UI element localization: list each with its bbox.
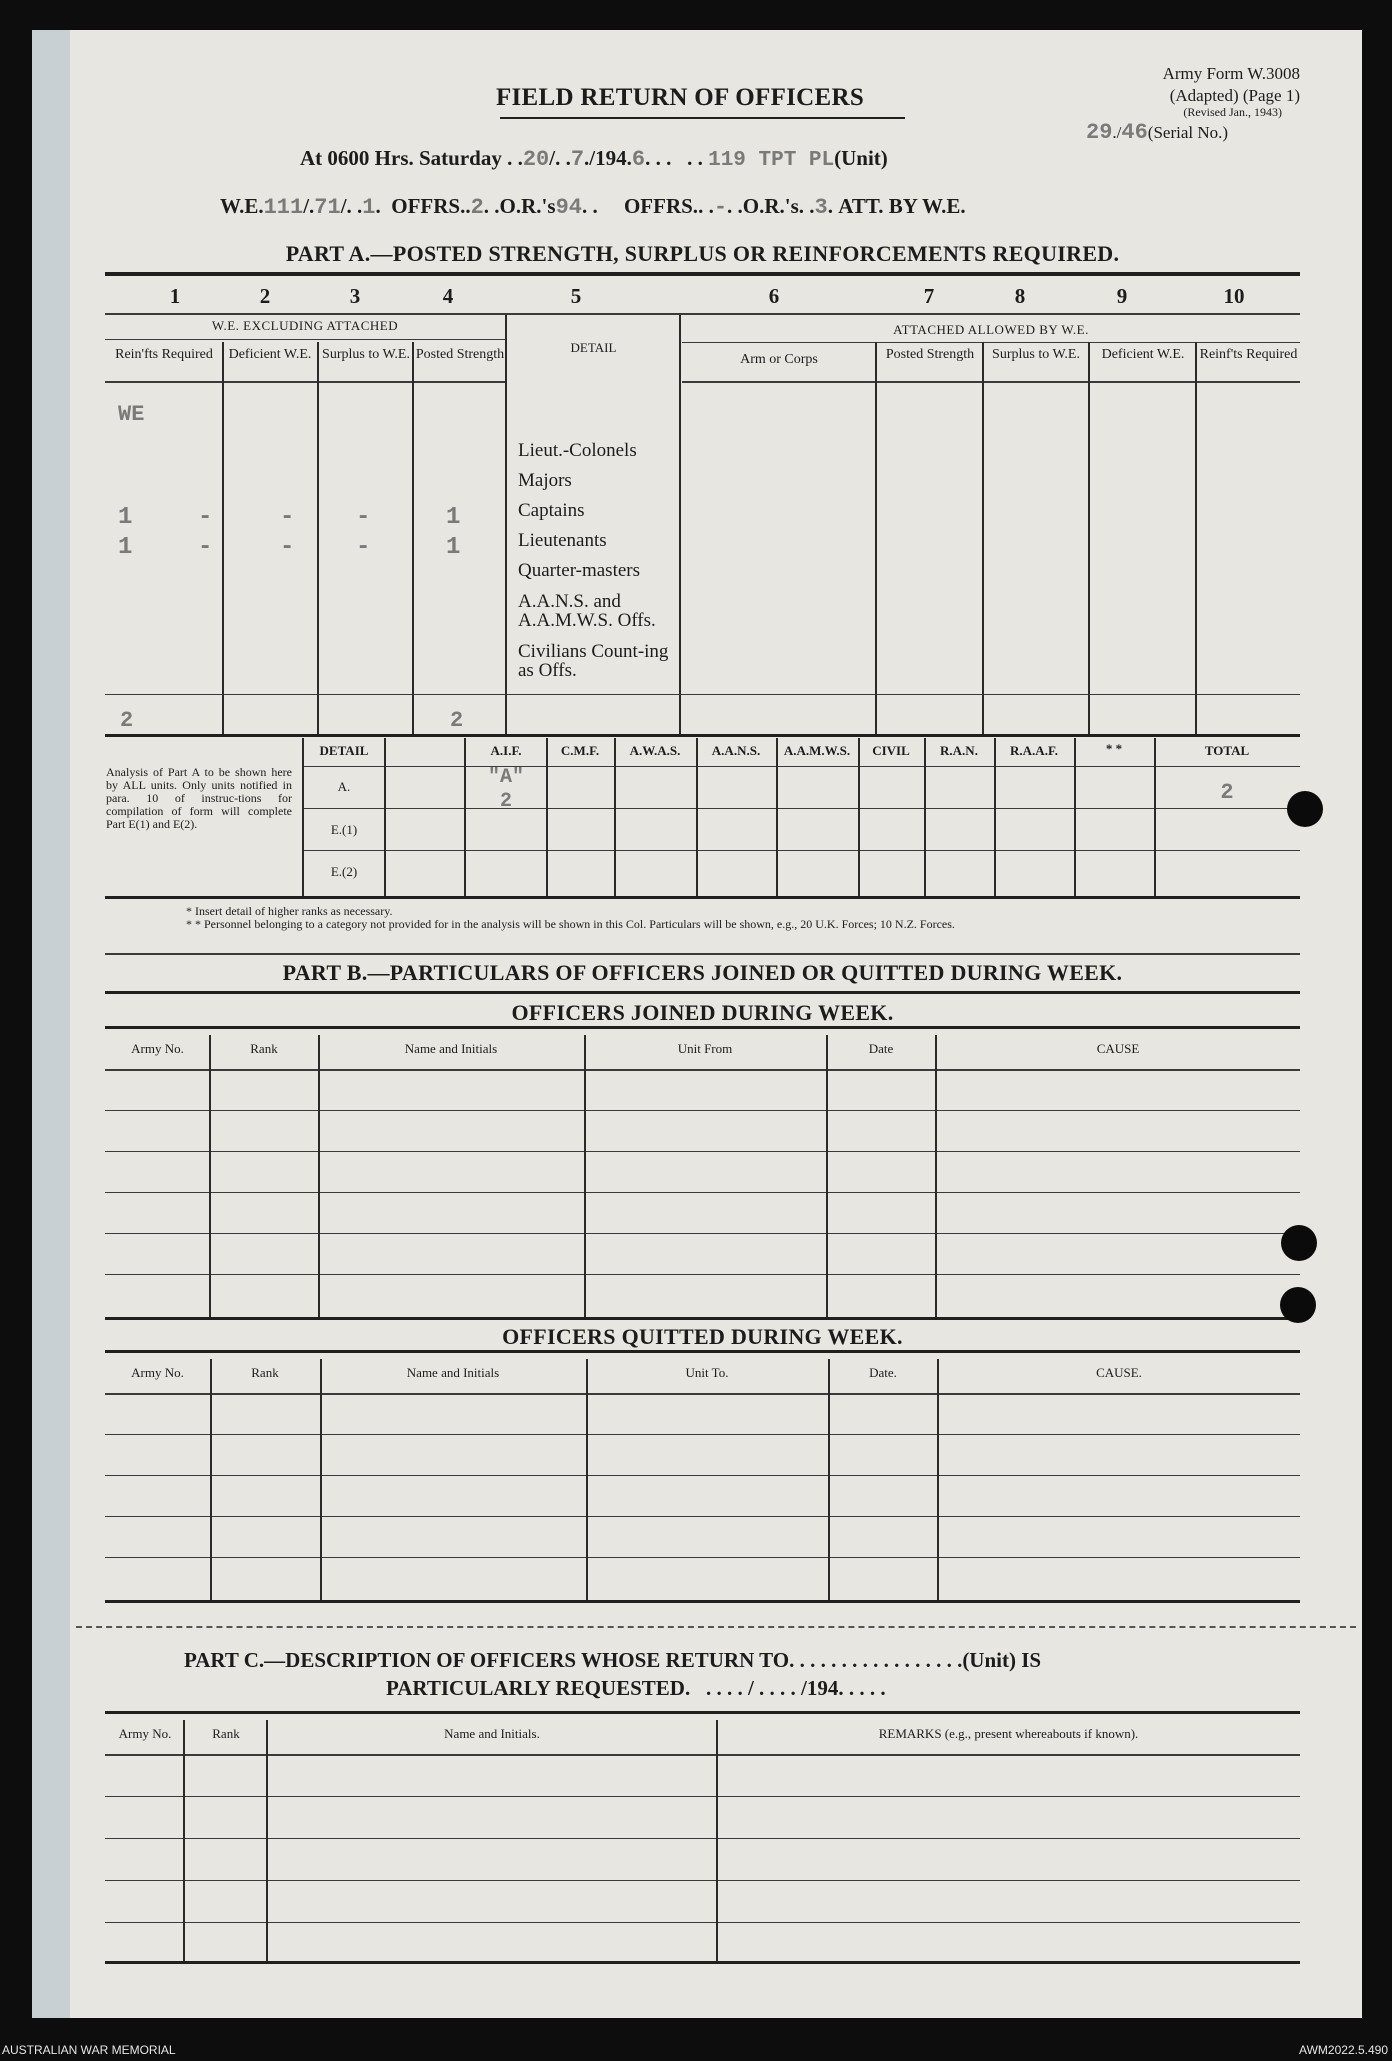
joined-row-rule — [105, 1151, 1300, 1152]
an-aif-value: 2 — [499, 790, 512, 813]
hdr-surplus-att: Surplus to W.E. — [992, 347, 1080, 362]
detail-lieut-colonels: Lieut.-Colonels — [518, 440, 637, 461]
form-adapted: (Adapted) (Page 1) — [1169, 86, 1300, 105]
an-hdr-aif: A.I.F. — [490, 743, 522, 758]
captains-posted: 1 — [446, 504, 461, 531]
partc-header-rule — [105, 1754, 1300, 1756]
lieutenants-dash-1: - — [198, 534, 213, 561]
part-a-title: PART A.—POSTED STRENGTH, SURPLUS OR REINFORCEMENTS REQUIRED. — [285, 241, 1120, 266]
quitted-bottom-rule — [105, 1600, 1300, 1603]
hdr-posted-strength-att: Posted Strength — [885, 347, 975, 362]
an-hdr-aans: A.A.N.S. — [711, 743, 761, 758]
hdr-surplus-to-we: Surplus to W.E. — [322, 347, 410, 362]
footnote-rule — [105, 953, 1300, 955]
joined-row-rule — [105, 1110, 1300, 1111]
detail-civilians: Civilians Count-ing as Offs. — [518, 641, 669, 681]
detail-list — [518, 436, 678, 680]
hdr-deficient-we: Deficient W.E. — [228, 347, 312, 362]
serial-sep: ./ — [1112, 123, 1122, 142]
detail-aans-aamws: A.A.N.S. and A.A.M.W.S. Offs. — [518, 591, 656, 631]
pa-vline-4 — [505, 315, 507, 734]
col-num-8: 8 — [1014, 284, 1026, 308]
quitted-col-line — [320, 1359, 322, 1600]
an-hdr-aamws: A.A.M.W.S. — [783, 743, 851, 758]
joined-hdr-unit-from: Unit From — [677, 1041, 733, 1056]
col-num-2: 2 — [259, 284, 271, 308]
col-num-1: 1 — [169, 284, 181, 308]
an-vline-1 — [384, 738, 386, 896]
quitted-header-rule — [105, 1393, 1300, 1395]
serial-label: (Serial No.) — [1147, 123, 1229, 142]
unit-label: (Unit) — [834, 146, 888, 170]
an-vline-4 — [614, 738, 616, 896]
captains-dash-3: - — [356, 504, 371, 531]
hdr-reinfts-att: Reinf'ts Required — [1199, 347, 1298, 362]
hdr-detail: DETAIL — [570, 340, 617, 355]
offrs-label: OFFRS. — [391, 194, 466, 218]
partc-row-rule — [105, 1922, 1300, 1923]
offrs2-value: - — [713, 195, 728, 220]
joined-hdr-name: Name and Initials — [404, 1041, 498, 1056]
group-header-right: ATTACHED ALLOWED BY W.E. — [893, 322, 1089, 337]
part-c-title-b: (Unit) IS — [962, 1648, 1042, 1672]
an-hdr-raaf: R.A.A.F. — [1010, 743, 1058, 758]
part-c-top-rule — [105, 1711, 1300, 1714]
an-vline-3 — [546, 738, 548, 896]
joined-hdr-army-no: Army No. — [131, 1041, 184, 1056]
partc-row-rule — [105, 1838, 1300, 1839]
col-num-rule — [105, 313, 1300, 315]
lieutenants-dash-3: - — [356, 534, 371, 561]
an-vline-11 — [1154, 738, 1156, 896]
an-vline-5 — [696, 738, 698, 896]
punch-hole-3 — [1280, 1287, 1316, 1323]
col-num-7: 7 — [923, 284, 935, 308]
paper-left-edge — [32, 30, 70, 2018]
footnote-2: * * Personnel belonging to a category not provided for in the analysis will be shown in this Col. Particulars will be shown, e.g., 20 U.K. Forces; 10 N.Z. Forces. — [186, 917, 955, 931]
an-total-value: 2 — [1220, 780, 1234, 805]
ors-label: O.R.'s — [499, 194, 556, 218]
quitted-row-rule — [105, 1516, 1300, 1517]
hdr-posted-strength: Posted Strength — [415, 347, 505, 362]
joined-col-line — [318, 1035, 320, 1317]
quitted-row-rule — [105, 1475, 1300, 1476]
att-label: ATT. BY W.E. — [838, 194, 966, 218]
part-c-hdr-name: Name and Initials. — [444, 1726, 540, 1741]
an-vline-10 — [1074, 738, 1076, 896]
partc-row-rule — [105, 1880, 1300, 1881]
an-vline-9 — [994, 738, 996, 896]
part-b-title-rule — [105, 991, 1300, 994]
joined-col-line — [935, 1035, 937, 1317]
date-prefix: At 0600 Hrs. Saturday — [300, 146, 502, 170]
date-sep1: /. . — [549, 146, 571, 170]
form-revised: (Revised Jan., 1943) — [1183, 105, 1282, 119]
date-dots: . . — [507, 146, 523, 170]
quitted-hdr-army-no: Army No. — [131, 1365, 184, 1380]
hdr-deficient-att: Deficient W.E. — [1101, 347, 1185, 362]
pa-vline-2 — [317, 342, 319, 734]
part-c-title-a: PART C.—DESCRIPTION OF OFFICERS WHOSE RETURN TO — [184, 1648, 790, 1672]
an-hdr-cmf: C.M.F. — [560, 743, 600, 758]
quitted-hdr-cause: CAUSE. — [1096, 1365, 1142, 1380]
caption-left: AUSTRALIAN WAR MEMORIAL — [2, 2043, 176, 2057]
joined-col-line — [826, 1035, 828, 1317]
ors-value: 94 — [555, 195, 582, 220]
quitted-col-line — [828, 1359, 830, 1600]
punch-hole-1 — [1287, 791, 1323, 827]
an-aif-stamp: "A" — [487, 766, 524, 789]
part-a-top-rule — [105, 272, 1300, 276]
part-b-title: PART B.—PARTICULARS OF OFFICERS JOINED OR QUITTED DURING WEEK. — [282, 960, 1123, 985]
unit-name: 119 TPT PL — [708, 149, 835, 172]
detail-majors: Majors — [518, 470, 572, 491]
partc-col-line — [266, 1720, 268, 1961]
total-posted: 2 — [450, 708, 464, 733]
col-num-5: 5 — [570, 284, 582, 308]
pa-vline-1 — [222, 342, 224, 734]
offrs-value: 2 — [470, 195, 484, 220]
hdr-reinfts-required: Rein'fts Required — [115, 347, 213, 362]
date-year: 6 — [631, 147, 646, 172]
ors2-label: O.R.'s — [742, 194, 799, 218]
joined-row-rule — [105, 1233, 1300, 1234]
quitted-title-rule — [105, 1350, 1300, 1353]
an-row-e2: E.(2) — [330, 864, 358, 879]
we-a: 111 — [263, 195, 304, 220]
subheader-rule-left — [105, 381, 505, 383]
an-hdr-total: TOTAL — [1204, 743, 1250, 758]
title-underline — [500, 117, 905, 119]
pa-vline-9 — [1195, 342, 1197, 734]
an-vline-6 — [776, 738, 778, 896]
joined-title: OFFICERS JOINED DURING WEEK. — [511, 1000, 894, 1025]
quitted-hdr-unit-to: Unit To. — [685, 1365, 729, 1380]
joined-hdr-date: Date — [868, 1041, 894, 1056]
form-number: Army Form W.3008 — [1162, 64, 1300, 83]
we-c: 1 — [362, 195, 376, 220]
quitted-row-rule — [105, 1557, 1300, 1558]
an-row-a: A. — [337, 779, 351, 794]
partc-row-rule — [105, 1796, 1300, 1797]
an-row-e1: E.(1) — [330, 822, 358, 837]
pa-vline-7 — [982, 342, 984, 734]
top-stamp: WE — [118, 402, 145, 427]
an-hdr-detail: DETAIL — [319, 743, 369, 758]
captains-dash-1: - — [198, 504, 213, 531]
joined-col-line — [584, 1035, 586, 1317]
joined-hdr-rank: Rank — [250, 1041, 278, 1056]
we-b: 71 — [314, 195, 341, 220]
col-num-3: 3 — [349, 284, 361, 308]
pa-vline-6 — [875, 342, 877, 734]
an-row-rule-2 — [304, 850, 1300, 851]
quitted-title: OFFICERS QUITTED DURING WEEK. — [502, 1324, 903, 1349]
col-num-4: 4 — [442, 284, 454, 308]
tear-line — [76, 1626, 1356, 1628]
an-hdr-other: * * — [1105, 741, 1123, 756]
quitted-col-line — [937, 1359, 939, 1600]
analysis-note: Analysis of Part A to be shown here by ALL units. Only units notified in para. 10 of instruc-tions for compilation of form will complete Part E(1) and E(2). — [106, 765, 292, 831]
joined-col-line — [209, 1035, 211, 1317]
an-hdr-ran: R.A.N. — [940, 743, 978, 758]
form-title: FIELD RETURN OF OFFICERS — [495, 84, 865, 111]
serial-number — [1086, 120, 1228, 145]
joined-row-rule — [105, 1274, 1300, 1275]
an-vline-7 — [858, 738, 860, 896]
part-a-bottom-rule — [105, 734, 1300, 737]
date-sep2: ./194. — [584, 146, 632, 170]
col-num-6: 6 — [768, 284, 780, 308]
captains-dash-2: - — [280, 504, 295, 531]
an-hdr-awas: A.W.A.S. — [629, 743, 681, 758]
part-c-hdr-rank: Rank — [212, 1726, 240, 1741]
totals-rule — [105, 694, 1300, 695]
date-trailing: . . . — [645, 146, 672, 170]
joined-hdr-cause: CAUSE — [1096, 1041, 1140, 1056]
subheader-rule-right — [682, 381, 1300, 383]
punch-hole-2 — [1281, 1225, 1317, 1261]
lieutenants-posted: 1 — [446, 534, 461, 561]
pa-vline-8 — [1088, 342, 1090, 734]
serial-prefix: 29 — [1086, 120, 1113, 145]
part-c-title-line1 — [184, 1648, 1284, 1673]
part-c-title-dots: . . . . . . . . . . . . . . . . . — [789, 1648, 963, 1672]
quitted-row-rule — [105, 1434, 1300, 1435]
col-num-9: 9 — [1116, 284, 1128, 308]
date-day: 20 — [522, 147, 550, 172]
captains-reinfts: 1 — [118, 504, 133, 531]
partc-col-line — [716, 1720, 718, 1961]
joined-bottom-rule — [105, 1317, 1300, 1320]
date-month: 7 — [570, 147, 585, 172]
lieutenants-dash-2: - — [280, 534, 295, 561]
analysis-bottom-rule — [105, 896, 1300, 899]
detail-lieutenants: Lieutenants — [518, 530, 607, 551]
we-line: W.E.111/.71/. .1. OFFRS..2. .O.R.'s94. . OFFRS.. .-. .O.R.'s. .3. ATT. BY W.E. — [220, 194, 966, 220]
total-reinfts: 2 — [120, 708, 134, 733]
an-hdr-civil: CIVIL — [872, 743, 910, 758]
lieutenants-reinfts: 1 — [118, 534, 133, 561]
joined-title-rule — [105, 1026, 1300, 1029]
ors2-value: 3 — [814, 195, 828, 220]
group-header-left: W.E. EXCLUDING ATTACHED — [211, 318, 399, 333]
part-c-hdr-remarks: REMARKS (e.g., present whereabouts if known). — [878, 1726, 1139, 1741]
hdr-arm-or-corps: Arm or Corps — [740, 352, 818, 367]
an-vline-0 — [302, 738, 304, 896]
quitted-hdr-name: Name and Initials — [406, 1365, 500, 1380]
quitted-hdr-rank: Rank — [251, 1365, 279, 1380]
joined-header-rule — [105, 1069, 1300, 1071]
quitted-hdr-date: Date. — [869, 1365, 897, 1380]
we-label: W.E. — [220, 194, 264, 218]
part-c-hdr-army-no: Army No. — [118, 1726, 172, 1741]
part-c-title-line2: PARTICULARLY REQUESTED. . . . . / . . . . /194. . . . . — [386, 1676, 886, 1700]
quitted-col-line — [586, 1359, 588, 1600]
footnote-1: * Insert detail of higher ranks as necessary. — [186, 904, 393, 918]
detail-captains: Captains — [518, 500, 585, 521]
an-row-rule-1 — [304, 808, 1300, 809]
an-vline-2 — [464, 738, 466, 896]
col-num-10: 10 — [1223, 284, 1245, 308]
quitted-col-line — [210, 1359, 212, 1600]
pa-vline-5 — [679, 315, 681, 734]
group-left-rule — [105, 339, 505, 340]
offrs2-label: OFFRS. — [623, 194, 699, 218]
date-line: At 0600 Hrs. Saturday . .20/. .7./194.6. . . . . 119 TPT PL(Unit) — [300, 146, 888, 172]
caption-right: AWM2022.5.490 — [1299, 2043, 1388, 2057]
part-c-bottom-rule — [105, 1961, 1300, 1964]
group-right-rule — [682, 342, 1300, 343]
partc-col-line — [183, 1720, 185, 1961]
detail-quarter-masters: Quarter-masters — [518, 560, 641, 581]
serial-year: 46 — [1121, 120, 1148, 145]
joined-row-rule — [105, 1192, 1300, 1193]
pa-vline-3 — [412, 342, 414, 734]
an-header-rule — [304, 766, 1300, 767]
an-vline-8 — [924, 738, 926, 896]
